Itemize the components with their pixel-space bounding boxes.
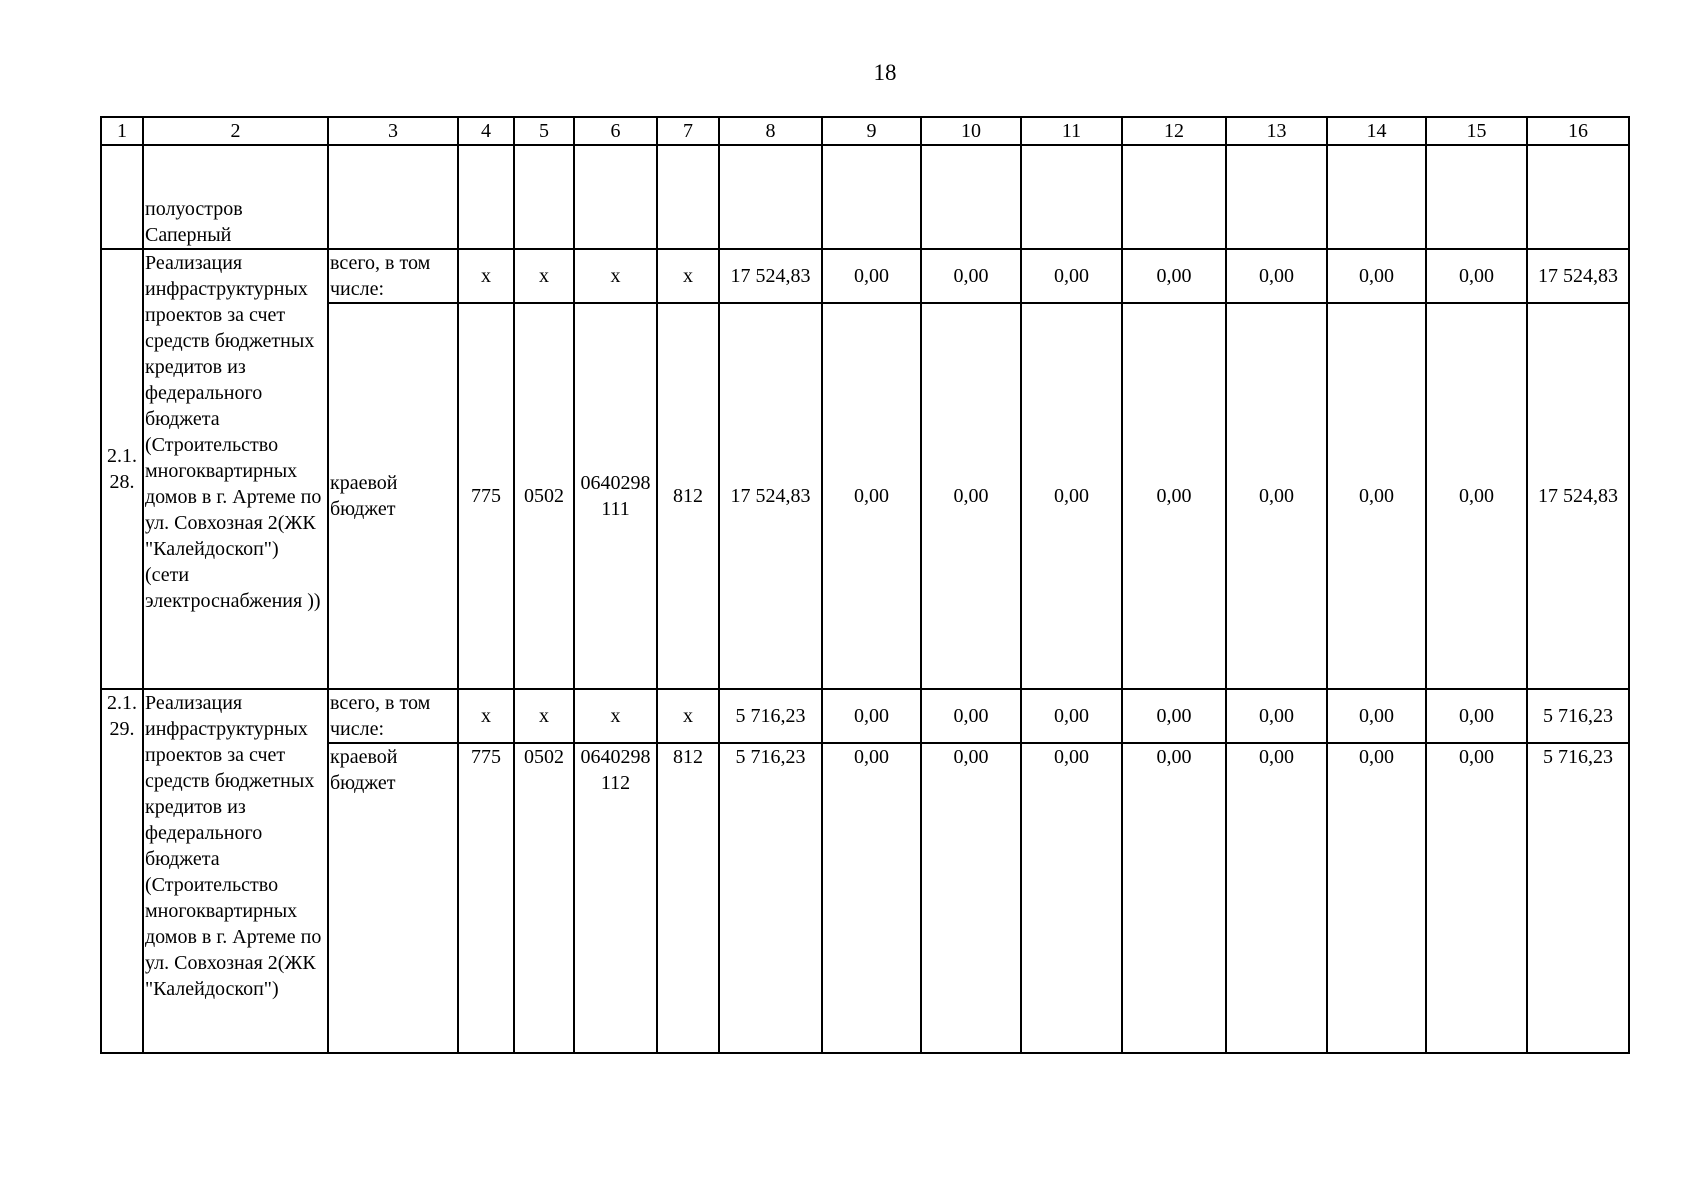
cell: х [657, 689, 719, 743]
cell: 0,00 [822, 689, 921, 743]
cell: 0,00 [1226, 303, 1327, 689]
column-header: 14 [1327, 117, 1426, 145]
cell: 0,00 [822, 249, 921, 303]
cell: 0,00 [1426, 689, 1527, 743]
column-header: 7 [657, 117, 719, 145]
cell: 17 524,83 [719, 249, 822, 303]
table-row [101, 689, 1629, 743]
cell: 0,00 [1426, 249, 1527, 303]
column-header: 4 [458, 117, 514, 145]
column-header: 16 [1527, 117, 1629, 145]
cell: 0640298 112 [574, 743, 657, 1053]
row-number: 2.1. 28. [101, 249, 143, 689]
cell: 17 524,83 [719, 303, 822, 689]
row-label: краевой бюджет [328, 303, 458, 689]
cell: 0,00 [1021, 689, 1122, 743]
cell: 0,00 [1021, 249, 1122, 303]
cell: 5 716,23 [1527, 689, 1629, 743]
cell: 0,00 [921, 689, 1021, 743]
table-row [101, 303, 1629, 689]
row-number: 2.1. 29. [101, 689, 143, 1053]
column-header: 8 [719, 117, 822, 145]
column-header: 11 [1021, 117, 1122, 145]
cell: 0,00 [1122, 303, 1226, 689]
page-number: 18 [873, 60, 897, 85]
cell: 0,00 [1226, 249, 1327, 303]
cell: 0,00 [1226, 689, 1327, 743]
cell: 812 [657, 743, 719, 1053]
cell: 775 [458, 743, 514, 1053]
column-header: 2 [143, 117, 328, 145]
column-header: 13 [1226, 117, 1327, 145]
cell: 0,00 [1327, 303, 1426, 689]
column-header: 10 [921, 117, 1021, 145]
cell: 0,00 [921, 303, 1021, 689]
header-row [101, 117, 1629, 145]
cell: х [514, 689, 574, 743]
row-label: всего, в том числе: [328, 249, 458, 303]
cell: 5 716,23 [719, 689, 822, 743]
cell: 0,00 [1327, 689, 1426, 743]
column-header: 3 [328, 117, 458, 145]
cell: х [574, 689, 657, 743]
cell: 0,00 [1426, 303, 1527, 689]
cell: 0,00 [1426, 743, 1527, 1053]
budget-table [100, 116, 1630, 1054]
cell: 0,00 [921, 249, 1021, 303]
cell: 0,00 [1122, 689, 1226, 743]
row-name: полуостров Саперный [143, 145, 328, 249]
column-header: 15 [1426, 117, 1527, 145]
column-header: 5 [514, 117, 574, 145]
cell: 5 716,23 [719, 743, 822, 1053]
row-name: Реализация инфраструктурных проектов за счет средств бюджетных кредитов из федерального бюджета (Строительство многоквартирных домов в г. Артеме по ул. Совхозная 2(ЖК "Калейдоскоп") (сети электроснабжения )) [143, 249, 328, 689]
cell: 0,00 [1226, 743, 1327, 1053]
cell: х [574, 249, 657, 303]
cell: 775 [458, 303, 514, 689]
cell: 0502 [514, 303, 574, 689]
cell: 0,00 [1021, 743, 1122, 1053]
table-row [101, 145, 1629, 249]
table-row [101, 249, 1629, 303]
cell: 0502 [514, 743, 574, 1053]
cell: 5 716,23 [1527, 743, 1629, 1053]
cell: 0,00 [1021, 303, 1122, 689]
column-header: 9 [822, 117, 921, 145]
column-header: 6 [574, 117, 657, 145]
cell: 812 [657, 303, 719, 689]
cell: 0,00 [1122, 249, 1226, 303]
cell: 17 524,83 [1527, 249, 1629, 303]
row-name: Реализация инфраструктурных проектов за счет средств бюджетных кредитов из федерального бюджета (Строительство многоквартирных домов в г. Артеме по ул. Совхозная 2(ЖК "Калейдоскоп") [143, 689, 328, 1053]
cell: 17 524,83 [1527, 303, 1629, 689]
cell: х [458, 249, 514, 303]
cell: 0,00 [1327, 249, 1426, 303]
table-row [101, 743, 1629, 1053]
cell: х [458, 689, 514, 743]
cell: х [657, 249, 719, 303]
row-label: всего, в том числе: [328, 689, 458, 743]
row-label: краевой бюджет [328, 743, 458, 1053]
cell: 0,00 [822, 303, 921, 689]
cell: 0,00 [1122, 743, 1226, 1053]
cell: 0,00 [822, 743, 921, 1053]
column-header: 12 [1122, 117, 1226, 145]
cell: 0,00 [1327, 743, 1426, 1053]
cell: 0,00 [921, 743, 1021, 1053]
cell: х [514, 249, 574, 303]
cell: 0640298 111 [574, 303, 657, 689]
column-header: 1 [101, 117, 143, 145]
